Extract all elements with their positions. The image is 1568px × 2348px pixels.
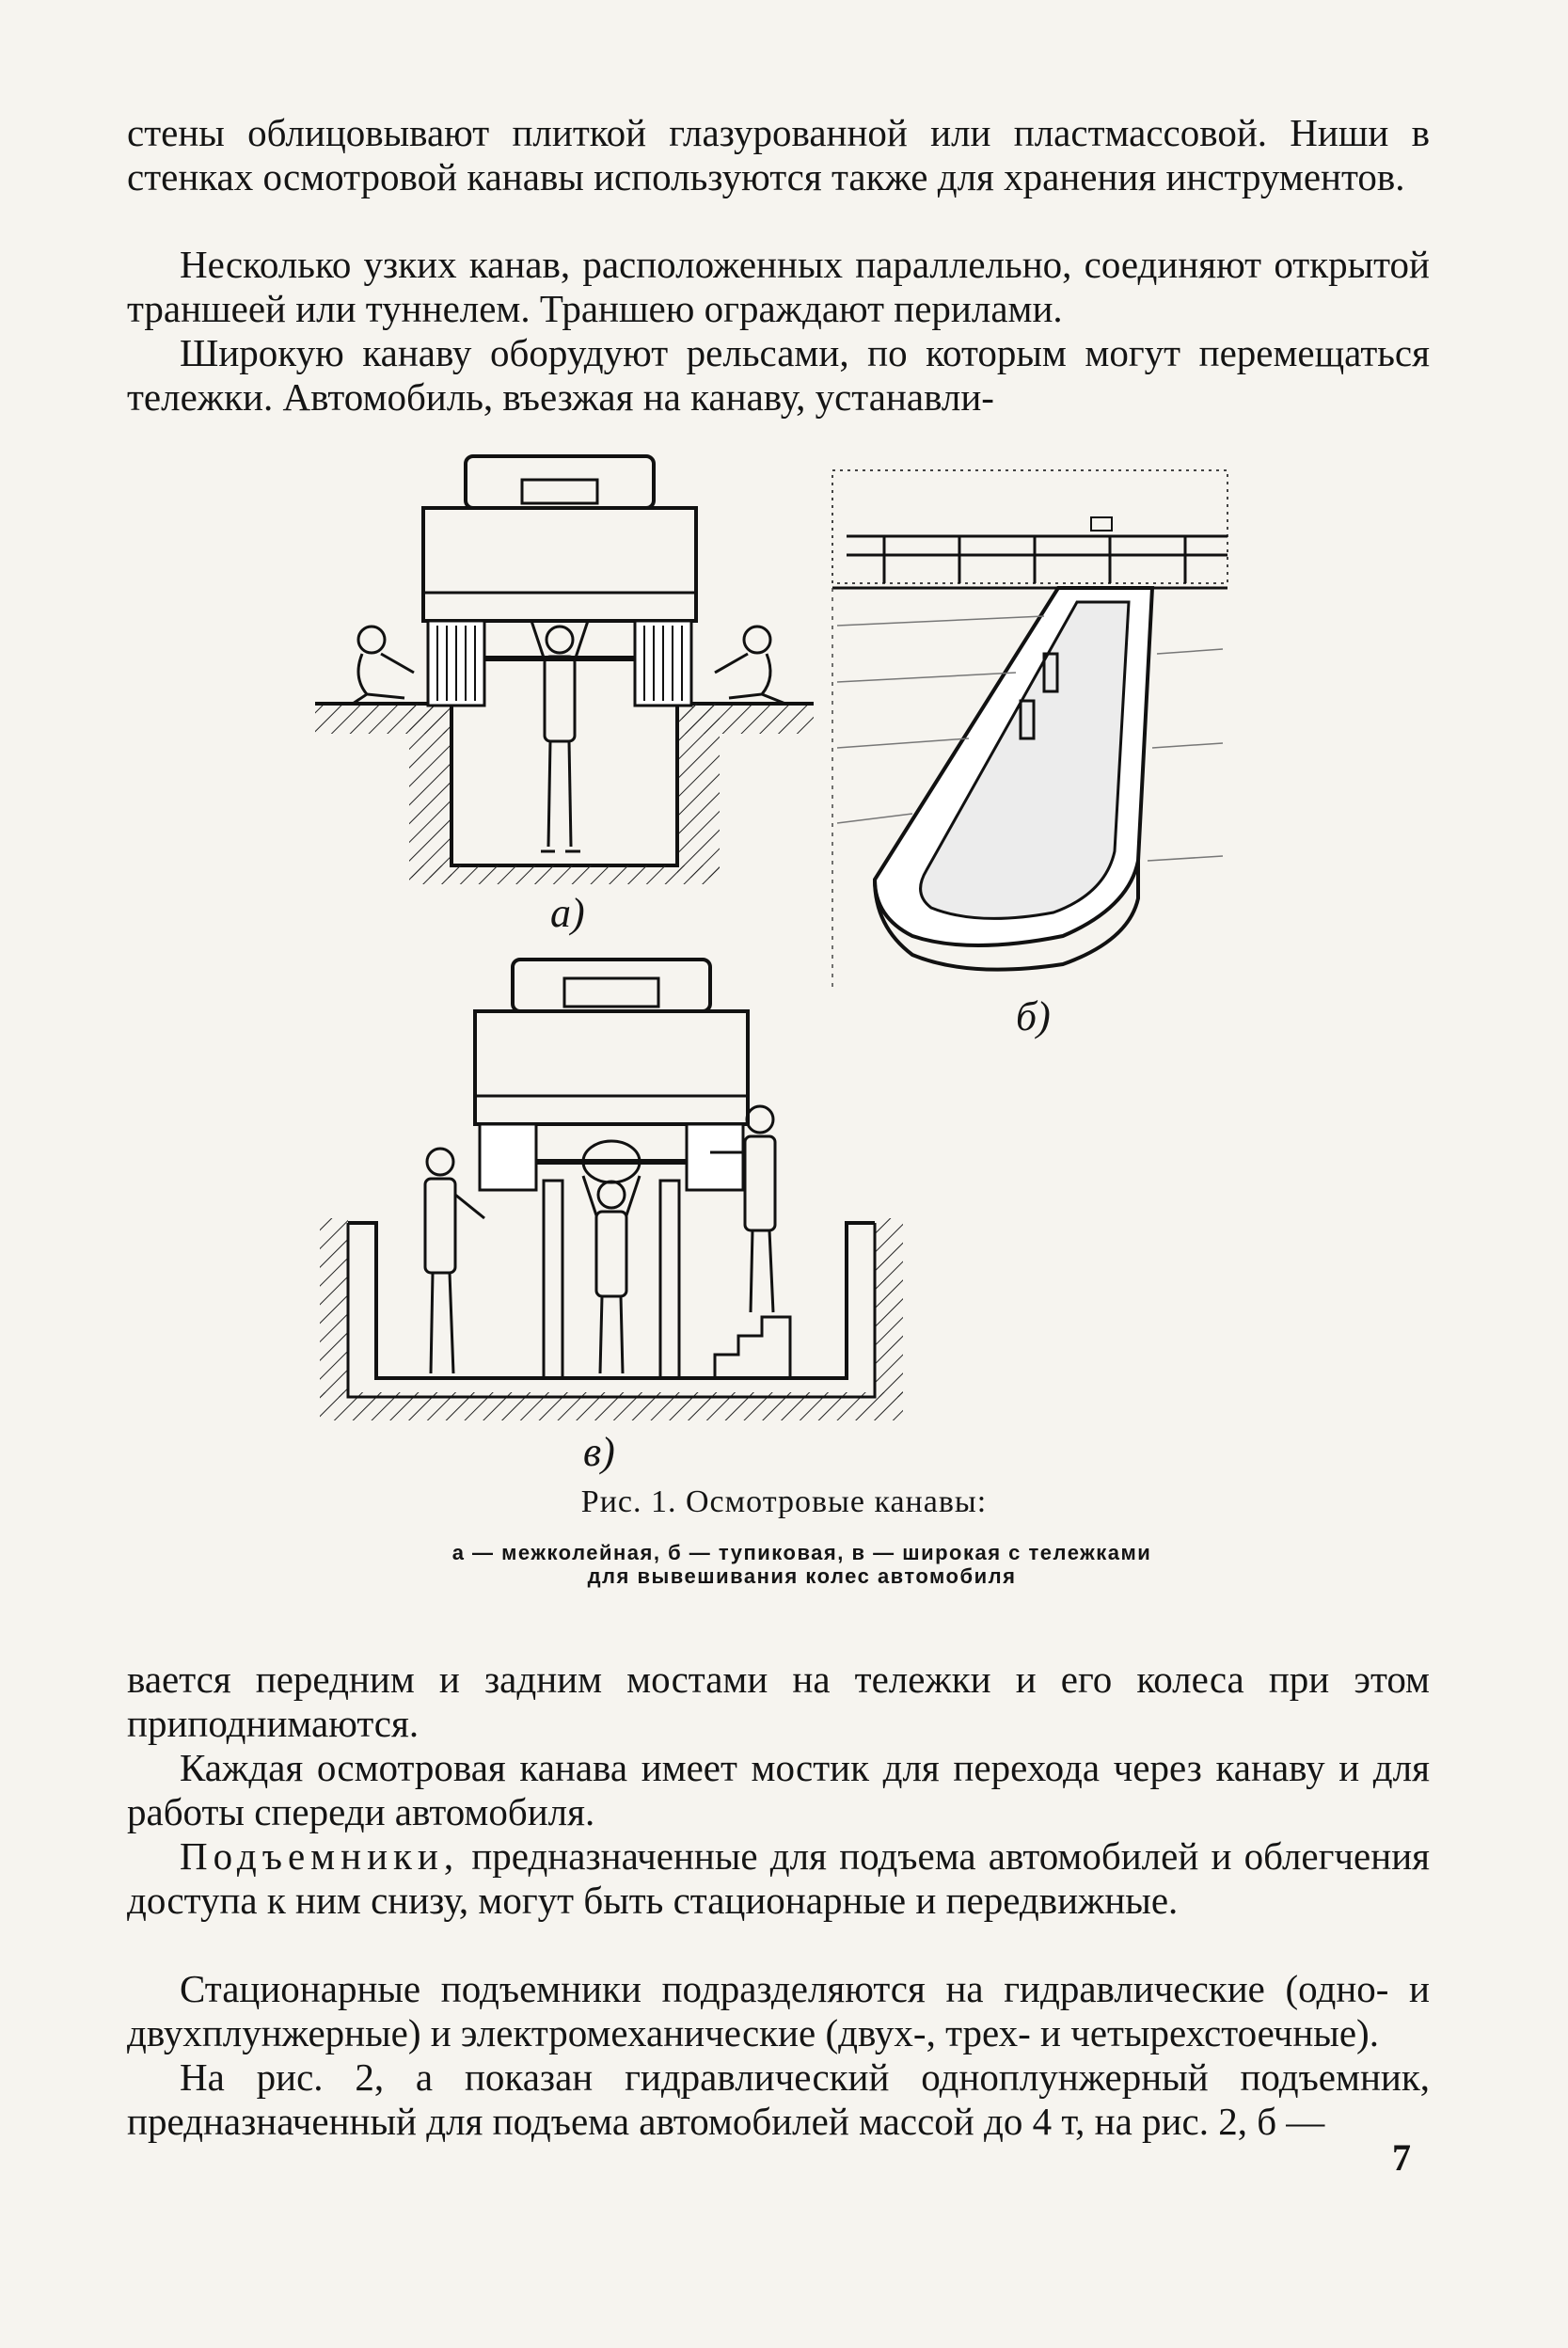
wall-sign [1091,517,1112,531]
wheel-right [687,1124,743,1190]
wheel-right [635,621,691,706]
figure-caption: Рис. 1. Осмотровые канавы: [580,1484,988,1519]
vehicle-body [423,508,696,621]
back-wall [832,470,1227,583]
page-number: 7 [1392,2136,1411,2179]
vehicle-cab [513,960,710,1011]
vehicle-body [475,1011,748,1124]
term-lifts: Подъемники, [180,1834,460,1878]
cart-post-left [544,1181,562,1378]
paragraph-continuation: вается передним и задним мостами на тележки и его колеса при этом приподнимаются. [127,1658,1430,1745]
paragraph-wide-pit: Широкую канаву оборудуют рельсами, по которым могут перемещаться тележки. Автомобиль, въезжая на канаву, устанавли- [127,331,1430,419]
paragraph-figure-2: На рис. 2, а показан гидравлический одноплунжерный подъемник, предназначенный для подъема автомобилей массой до 4 т, на рис. 2, б — [127,2055,1430,2143]
worker-kneeling-left [353,627,414,704]
cart-post-right [660,1181,679,1378]
paragraph-bridge: Каждая осмотровая канава имеет мостик для перехода через канаву и для работы спереди автомобиля. [127,1746,1430,1833]
paragraph-stationary-lifts: Стационарные подъемники подразделяются на гидравлические (одно- и двухплунжерные) и электромеханические (двух-, трех- и четырехстоечные). [127,1967,1430,2054]
figure-b-drawing [828,466,1242,992]
paragraph-narrow-pits: Несколько узких канав, расположенных параллельно, соединяют открытой траншеей или туннелем. Траншею ограждают перилами. [127,243,1430,330]
figure-legend [376,1541,1227,1588]
worker-left [425,1149,484,1373]
vehicle-cab [466,456,654,508]
figure-legend-line-2: для вывешивания колес автомобиля [587,1564,1017,1588]
wide-pit-outline [348,1223,875,1378]
paragraph-lifts [127,1834,1430,1923]
worker-kneeling-right [715,627,785,704]
paragraph-lifts-text: предназначенные для подъема автомобилей и облегчения доступа к ним снизу, могут быть стационарные и передвижные. [127,1834,1430,1922]
railing [847,536,1227,583]
figure-c-drawing [320,950,903,1425]
worker-center [583,1176,640,1373]
wheel-left [428,621,484,706]
wheel-left [480,1124,536,1190]
figure-c-wide-pit [320,950,903,1475]
pit-outline [451,704,677,865]
paragraph-walls-tiles: стены облицовывают плиткой глазурованной или пластмассовой. Ниши в стенках осмотровой канавы используются также для хранения инструментов. [127,111,1430,198]
figure-a-label: а) [550,890,585,936]
figure-legend-line-1: а — межколейная, б — тупиковая, в — широкая с тележками [451,1541,1152,1564]
worker-in-pit [531,621,588,851]
figure-c-label: в) [583,1429,615,1475]
figure-a-narrow-pit [315,452,814,936]
steps [715,1317,790,1378]
figure-b-dead-end-pit [828,466,1242,1039]
figure-b-label: б) [1016,993,1051,1039]
figure-a-drawing [315,452,814,894]
